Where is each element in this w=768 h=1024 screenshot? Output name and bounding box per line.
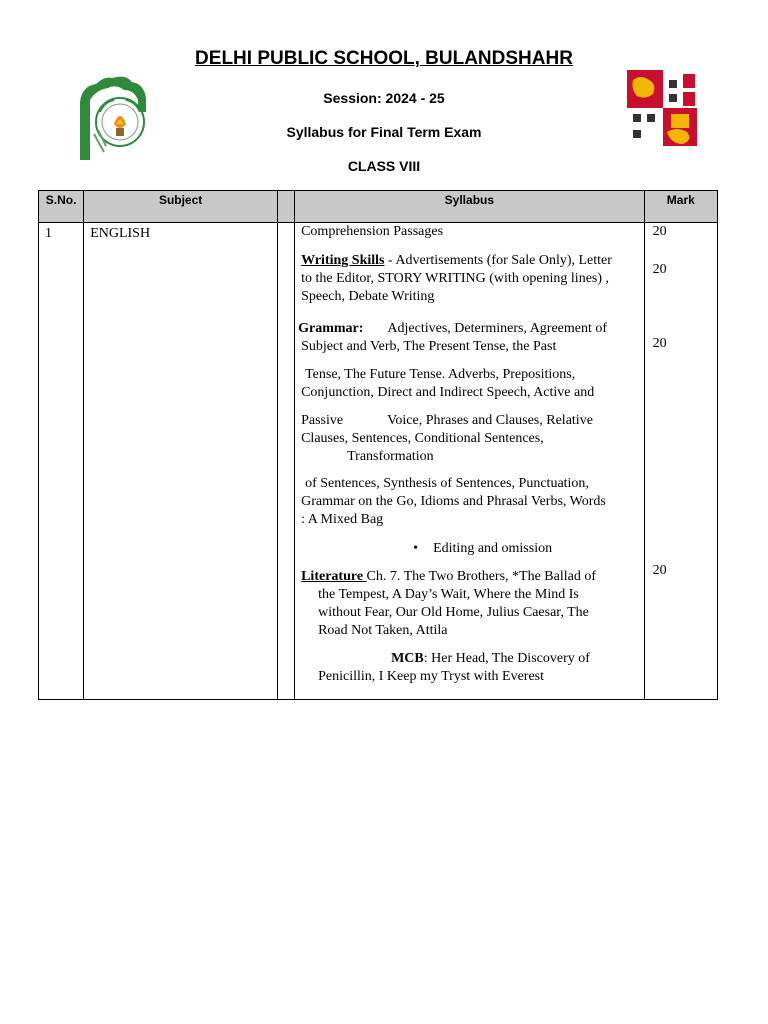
grammar-text-5a: Passive [301,413,344,428]
exam-title: Syllabus for Final Term Exam [286,124,482,140]
comprehension-line: Comprehension Passages [301,224,444,239]
syllabus-table [38,190,718,700]
mark-grammar: 20 [652,336,667,351]
mcb-text-2: Penicillin, I Keep my Tryst with Everest [318,669,545,684]
grammar-block-4 [301,475,606,529]
writing-skills-label: Writing Skills [301,253,385,268]
cell-gap [278,223,295,700]
table-header-row [39,191,718,223]
writing-skills-block [301,252,612,306]
grammar-text-9: Grammar on the Go, Idioms and Phrasal Verbs, Words [301,494,606,509]
grammar-text-5b: Voice, Phrases and Clauses, Relative [387,413,593,428]
grammar-text-1: Adjectives, Determiners, Agreement of [387,321,608,336]
grammar-text-4: Conjunction, Direct and Indirect Speech, Active and [301,385,595,400]
heraldic-crest-icon [627,70,697,146]
bullet-item-text: Editing and omission [433,541,553,556]
grammar-text-8: of Sentences, Synthesis of Sentences, Punctuation, [305,476,589,491]
literature-text-3: without Fear, Our Old Home, Julius Caesar, The [318,605,589,620]
header-syllabus: Syllabus [295,191,645,223]
mark-comprehension: 20 [652,224,667,239]
mcb-block [301,650,590,686]
writing-text-2: to the Editor, STORY WRITING (with opening lines) , [301,271,610,286]
header-subject: Subject [84,191,278,223]
literature-label: Literature [301,569,367,584]
grammar-text-10: : A Mixed Bag [301,512,384,527]
grammar-text-6: Clauses, Sentences, Conditional Sentences, [301,431,544,446]
literature-block [301,568,596,640]
grammar-block-2 [301,366,594,402]
school-logo-icon [74,72,150,160]
grammar-text-2: Subject and Verb, The Present Tense, the Past [301,339,557,354]
writing-text-1: - Advertisements (for Sale Only), Letter [384,253,612,268]
table-row [39,223,718,700]
bullet-item [413,540,552,558]
cell-subject: ENGLISH [84,223,278,700]
mark-writing: 20 [652,262,667,277]
grammar-text-7: Transformation [347,449,434,464]
grammar-text-3: Tense, The Future Tense. Adverbs, Prepositions, [305,367,576,382]
mcb-label: MCB [391,651,424,666]
bullet-icon: • [413,541,418,556]
literature-text-4: Road Not Taken, Attila [318,623,448,638]
mcb-text-1: : Her Head, The Discovery of [423,651,590,666]
school-name: DELHI PUBLIC SCHOOL, BULANDSHAHR [195,48,573,69]
literature-text-2: the Tempest, A Day’s Wait, Where the Mind Is [318,587,579,602]
class-title: CLASS VIII [347,158,421,174]
grammar-block-3 [301,412,593,466]
cell-sno: 1 [39,223,84,700]
mark-literature: 20 [652,563,667,578]
header-mark: Mark [644,191,717,223]
writing-text-3: Speech, Debate Writing [301,289,435,304]
header-gap [278,191,295,223]
cell-syllabus [295,223,645,700]
session-line: Session: 2024 - 25 [323,90,445,106]
literature-text-1: Ch. 7. The Two Brothers, *The Ballad of [366,569,597,584]
grammar-heading-line [298,320,607,338]
grammar-label: Grammar: [298,321,364,336]
cell-marks [644,223,717,700]
header-sno: S.No. [39,191,84,223]
